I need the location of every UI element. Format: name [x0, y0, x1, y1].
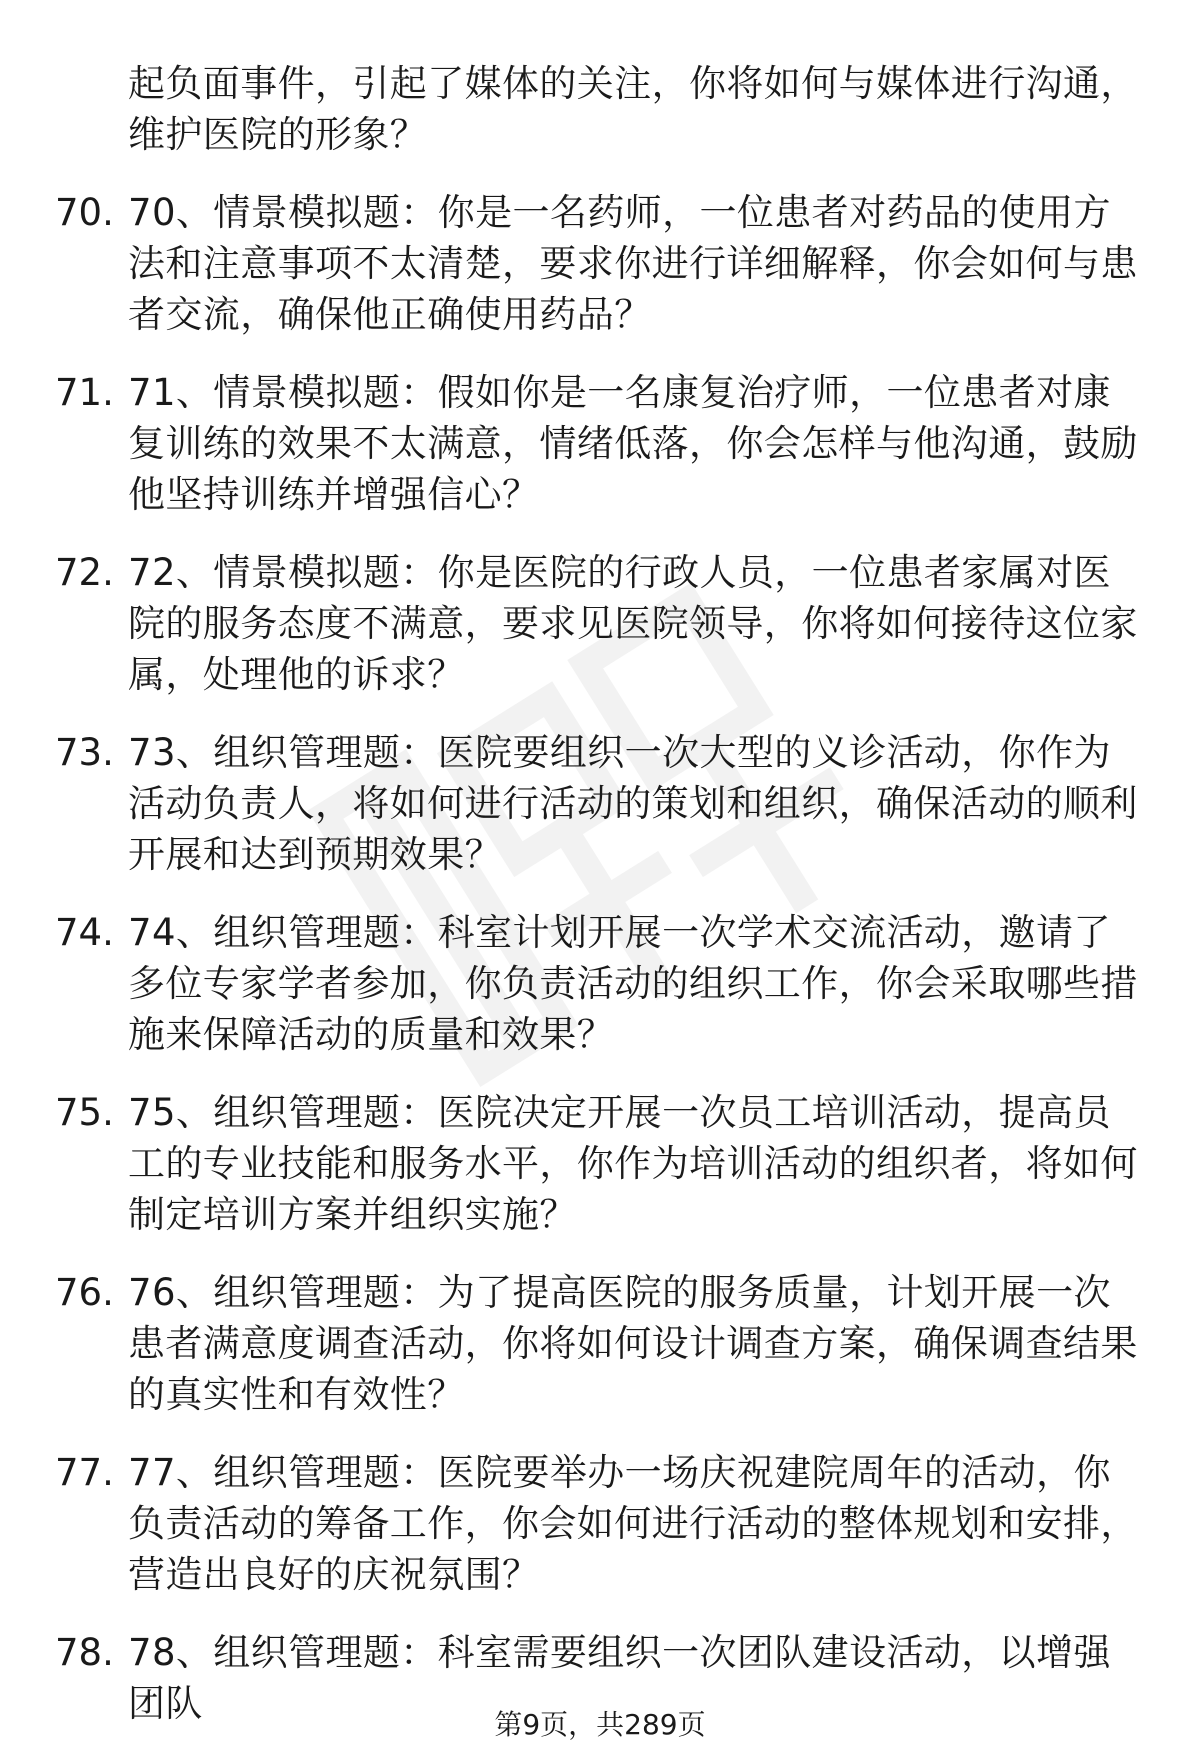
- question-number: 76.: [55, 1271, 114, 1314]
- question-number: 73.: [55, 731, 114, 774]
- question-text: 71、情景模拟题：假如你是一名康复治疗师，一位患者对康复训练的效果不太满意，情绪低落，你会怎样与他沟通，鼓励他坚持训练并增强信心？: [128, 371, 1138, 516]
- question-text: 73、组织管理题：医院要组织一次大型的义诊活动，你作为活动负责人，将如何进行活动的策划和组织，确保活动的顺利开展和达到预期效果？: [128, 731, 1138, 876]
- question-item: [0, 187, 1200, 340]
- question-number: 72.: [55, 551, 114, 594]
- question-text: 74、组织管理题：科室计划开展一次学术交流活动，邀请了多位专家学者参加，你负责活动的组织工作，你会采取哪些措施来保障活动的质量和效果？: [128, 911, 1138, 1056]
- page-footer: 第9页，共289页: [494, 1708, 706, 1741]
- question-item: [0, 1087, 1200, 1240]
- question-item: [0, 1267, 1200, 1420]
- question-text: 78、组织管理题：科室需要组织一次团队建设活动，以增强团队: [128, 1631, 1111, 1725]
- question-text: 72、情景模拟题：你是医院的行政人员，一位患者家属对医院的服务态度不满意，要求见医院领导，你将如何接待这位家属，处理他的诉求？: [128, 551, 1138, 696]
- question-item: [0, 907, 1200, 1060]
- question-text: 77、组织管理题：医院要举办一场庆祝建院周年的活动，你负责活动的筹备工作，你会如何进行活动的整体规划和安排，营造出良好的庆祝氛围？: [128, 1451, 1138, 1596]
- question-number: 77.: [55, 1451, 114, 1494]
- question-number: 70.: [55, 191, 114, 234]
- continuation-paragraph: [0, 58, 1200, 160]
- question-item: [0, 1447, 1200, 1600]
- question-number: 75.: [55, 1091, 114, 1134]
- question-number: 78.: [55, 1631, 114, 1674]
- question-number: 71.: [55, 371, 114, 414]
- question-list: [0, 58, 1200, 1756]
- question-text: 76、组织管理题：为了提高医院的服务质量，计划开展一次患者满意度调查活动，你将如何设计调查方案，确保调查结果的真实性和有效性？: [128, 1271, 1138, 1416]
- question-item: [0, 547, 1200, 700]
- question-number: 74.: [55, 911, 114, 954]
- question-text: 70、情景模拟题：你是一名药师，一位患者对药品的使用方法和注意事项不太清楚，要求你进行详细解释，你会如何与患者交流，确保他正确使用药品？: [128, 191, 1138, 336]
- question-text: 75、组织管理题：医院决定开展一次员工培训活动，提高员工的专业技能和服务水平，你作为培训活动的组织者，将如何制定培训方案并组织实施？: [128, 1091, 1138, 1236]
- question-item: [0, 367, 1200, 520]
- question-item: [0, 727, 1200, 880]
- continuation-text: 起负面事件，引起了媒体的关注，你将如何与媒体进行沟通，维护医院的形象？: [128, 62, 1138, 156]
